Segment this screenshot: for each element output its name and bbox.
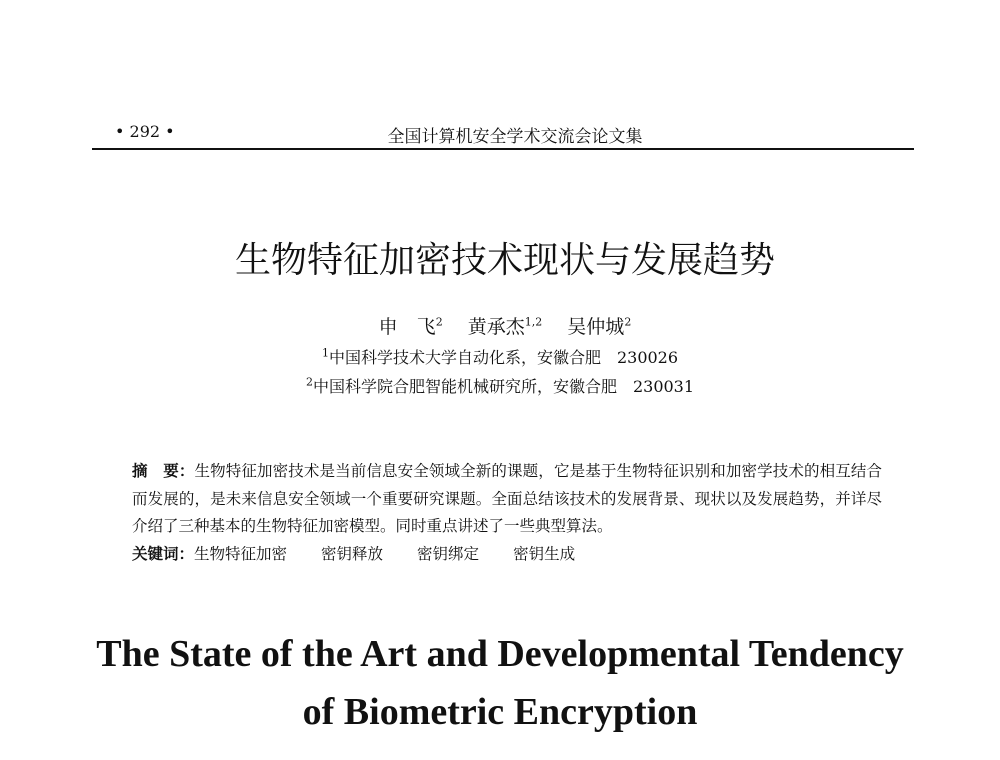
keyword: 密钥绑定 (417, 544, 480, 563)
english-title-line: The State of the Art and Developmental Tendency (96, 633, 904, 675)
abstract-label: 摘 要： (132, 462, 195, 480)
english-title-line: of Biometric Encryption (302, 691, 698, 733)
keyword: 密钥生成 (513, 544, 576, 563)
affiliation (0, 374, 1000, 397)
affiliation (0, 345, 1000, 368)
author: 吴仲城 (567, 316, 625, 338)
keywords-label: 关键词： (132, 544, 195, 563)
author-list (0, 312, 1000, 339)
running-header: 全国计算机安全学术交流会论文集 (387, 127, 643, 147)
author-sup: 2 (435, 315, 443, 329)
abstract (132, 458, 882, 568)
abstract-text: 生物特征加密技术是当前信息安全领域全新的课题，它是基于生物特征识别和加密学技术的相互结合而发展的，是未来信息安全领域一个重要研究课题。全面总结该技术的发展背景、现状以及发展趋势，并详尽介绍了三种基本的生物特征加密模型。同时重点讲述了一些典型算法。 (132, 462, 882, 535)
affiliation-text: 中国科学院合肥智能机械研究所，安徽合肥 230031 (312, 377, 695, 396)
author: 黄承杰 (467, 316, 525, 338)
author-sup: 2 (624, 315, 632, 329)
author-sup: 1,2 (524, 315, 543, 329)
page-number: • 292 • (115, 122, 175, 141)
affiliation-sup: 1 (321, 346, 329, 360)
affiliation-sup: 2 (305, 375, 313, 389)
paper-title: 生物特征加密技术现状与发展趋势 (234, 240, 775, 281)
author: 申 飞 (378, 316, 436, 338)
keyword: 密钥释放 (321, 544, 384, 563)
keyword: 生物特征加密 (194, 544, 288, 563)
header-rule (92, 148, 914, 150)
affiliation-text: 中国科学技术大学自动化系，安徽合肥 230026 (328, 348, 679, 367)
